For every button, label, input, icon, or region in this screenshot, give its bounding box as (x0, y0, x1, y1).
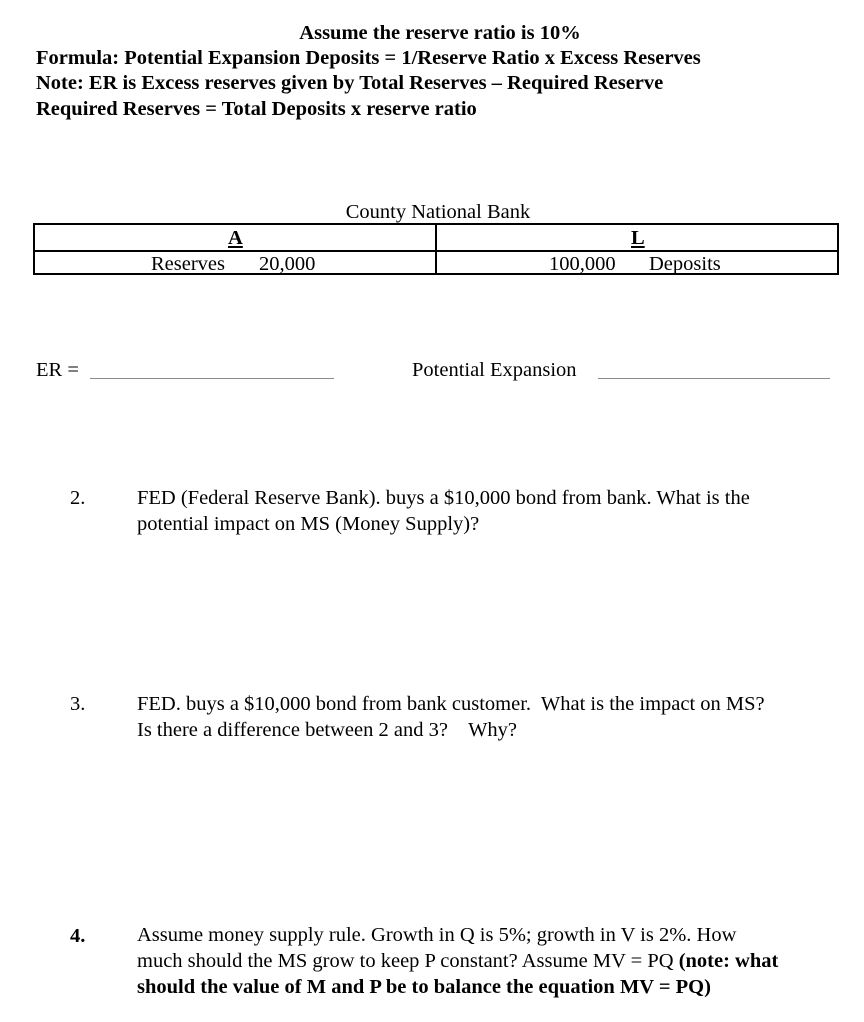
question-2-text (137, 485, 837, 537)
question-number: 4. (70, 925, 86, 947)
question-3-line-2: Is there a difference between 2 and 3? Why? (137, 719, 518, 741)
t-account-divider (435, 223, 437, 275)
bank-name: County National Bank (345, 201, 531, 223)
assets-header: A (228, 227, 243, 249)
assets-value: 20,000 (259, 253, 316, 275)
required-reserves-line: Required Reserves = Total Deposits x reserve ratio (36, 98, 477, 120)
question-4-line-3: should the value of M and P be to balance the equation MV = PQ) (137, 976, 711, 998)
er-answer-blank[interactable] (90, 378, 334, 379)
question-2-line-1: FED (Federal Reserve Bank). buys a $10,000 bond from bank. What is the (137, 487, 750, 509)
liabilities-label: Deposits (649, 253, 721, 275)
question-number: 2. (70, 487, 86, 509)
page-title: Assume the reserve ratio is 10% (299, 22, 581, 44)
assets-label: Reserves (151, 253, 226, 275)
question-3-line-1: FED. buys a $10,000 bond from bank customer. What is the impact on MS? (137, 693, 765, 715)
liabilities-header: L (631, 227, 645, 249)
question-3-text (137, 691, 837, 743)
question-number: 3. (70, 693, 86, 715)
question-4-line-2: much should the MS grow to keep P constant? Assume MV = PQ (137, 950, 679, 972)
er-label: ER = (36, 359, 79, 381)
formula-line: Formula: Potential Expansion Deposits = 1/Reserve Ratio x Excess Reserves (36, 47, 701, 69)
liabilities-value: 100,000 (549, 253, 616, 275)
question-2-line-2: potential impact on MS (Money Supply)? (137, 513, 480, 535)
potential-expansion-blank[interactable] (598, 378, 830, 379)
question-4-text (137, 922, 852, 1000)
question-4-note: (note: what (678, 950, 779, 972)
potential-expansion-label: Potential Expansion (412, 359, 577, 381)
note-line: Note: ER is Excess reserves given by Total Reserves – Required Reserve (36, 72, 664, 94)
question-4-line-1: Assume money supply rule. Growth in Q is 5%; growth in V is 2%. How (137, 924, 737, 946)
